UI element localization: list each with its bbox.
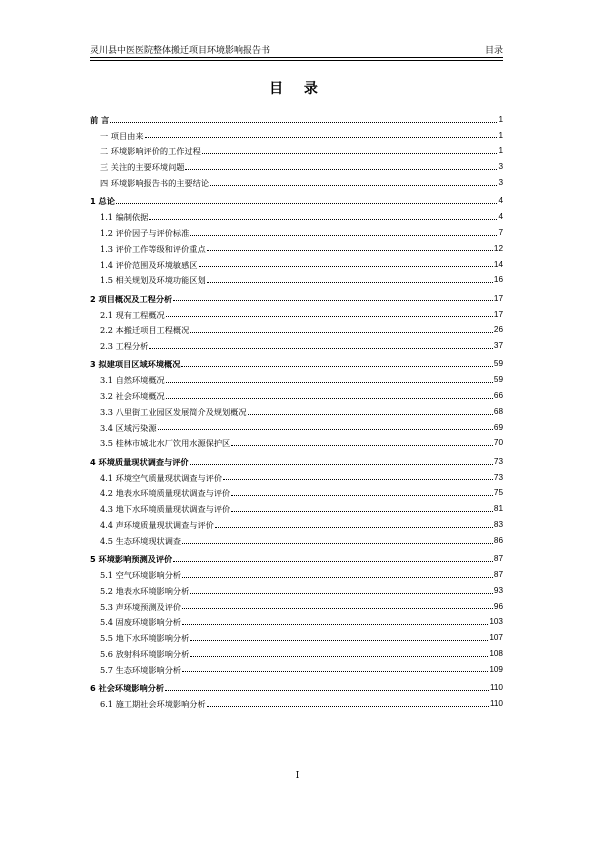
toc-section-entry[interactable] — [90, 579, 503, 595]
toc-dot-leader — [116, 203, 498, 204]
toc-chapter-entry[interactable] — [90, 548, 503, 563]
toc-dot-leader — [110, 122, 497, 123]
toc-entry-page: 3 — [498, 162, 503, 172]
toc-section-entry[interactable] — [90, 269, 503, 285]
toc-section-entry[interactable] — [90, 513, 503, 529]
toc-entry-title: 6.1 施工期社会环境影响分析 — [100, 698, 206, 709]
toc-section-entry[interactable] — [90, 206, 503, 222]
header-rule — [90, 57, 503, 58]
toc-entry-title: 前 言 — [90, 114, 110, 125]
toc-entry-title: 5.4 固废环境影响分析 — [100, 617, 182, 628]
toc-dot-leader — [166, 382, 493, 383]
header-section-label: 目录 — [484, 46, 503, 56]
toc-section-entry[interactable] — [90, 400, 503, 416]
toc-entry-page: 75 — [493, 488, 503, 498]
toc-section-entry[interactable] — [90, 611, 503, 627]
toc-dot-leader — [182, 624, 488, 625]
table-of-contents — [90, 110, 503, 708]
toc-dot-leader — [231, 511, 493, 512]
toc-section-entry[interactable] — [90, 658, 503, 674]
toc-section-entry[interactable] — [90, 482, 503, 498]
toc-entry-title: 4.2 地表水环境质量现状调查与评价 — [100, 488, 231, 499]
toc-entry-page: 16 — [493, 275, 503, 285]
toc-entry-title: 5 环境影响预测及评价 — [90, 554, 173, 565]
toc-section-entry[interactable] — [90, 627, 503, 643]
toc-entry-title: 5.6 放射科环境影响分析 — [100, 648, 190, 659]
toc-entry-title: 5.5 地下水环境影响分析 — [100, 633, 190, 644]
toc-entry-page: 87 — [493, 570, 503, 579]
toc-dot-leader — [181, 366, 492, 367]
page-number: I — [295, 771, 300, 781]
toc-entry-page: 73 — [493, 472, 503, 482]
toc-section-entry[interactable] — [90, 384, 503, 400]
header-rule-thin — [90, 60, 503, 61]
toc-section-entry[interactable] — [90, 529, 503, 545]
toc-entry-page: 3 — [498, 177, 503, 187]
toc-section-entry[interactable] — [90, 432, 503, 448]
toc-section-entry[interactable] — [90, 221, 503, 237]
toc-chapter-entry[interactable] — [90, 677, 503, 692]
toc-entry-page: 4 — [498, 212, 503, 222]
toc-dot-leader — [248, 414, 493, 415]
toc-entry-page: 37 — [493, 341, 503, 351]
toc-chapter-entry[interactable] — [90, 451, 503, 466]
toc-entry-title: 5.1 空气环境影响分析 — [100, 570, 182, 580]
toc-entry-page: 108 — [489, 648, 503, 658]
toc-entry-page: 86 — [493, 535, 503, 545]
toc-entry-title: 1.1 编制依据 — [100, 212, 149, 223]
toc-entry-title: 2.1 现有工程概况 — [100, 309, 165, 320]
toc-chapter-entry[interactable] — [90, 354, 503, 369]
toc-entry-title: 2.2 本搬迁项目工程概况 — [100, 325, 190, 336]
toc-entry-title: 6 社会环境影响分析 — [90, 683, 165, 694]
toc-entry-title: 4.3 地下水环境质量现状调查与评价 — [100, 504, 231, 515]
toc-dot-leader — [207, 706, 489, 707]
toc-section-entry[interactable] — [90, 563, 503, 579]
toc-entry-page: 103 — [489, 617, 503, 627]
toc-dot-leader — [199, 266, 493, 267]
toc-entry-title: 三 关注的主要环境问题 — [100, 162, 185, 173]
toc-dot-leader — [207, 282, 493, 283]
toc-section-entry[interactable] — [90, 237, 503, 253]
toc-section-entry[interactable] — [90, 171, 503, 187]
toc-dot-leader — [190, 640, 488, 641]
toc-section-entry[interactable] — [90, 124, 503, 140]
toc-dot-leader — [182, 543, 493, 544]
toc-dot-leader — [202, 153, 498, 154]
toc-entry-page: 73 — [493, 456, 503, 466]
toc-entry-title: 5.3 声环境预测及评价 — [100, 601, 182, 612]
toc-entry-page: 96 — [493, 601, 503, 611]
toc-entry-title: 2 项目概况及工程分析 — [90, 293, 173, 304]
toc-entry-page: 1 — [498, 130, 503, 140]
toc-entry-title: 4.4 声环境质量现状调查与评价 — [100, 520, 214, 531]
toc-entry-title: 4.1 环境空气质量现状调查与评价 — [100, 472, 223, 483]
toc-entry-page: 93 — [493, 585, 503, 595]
toc-entry-page: 68 — [493, 406, 503, 416]
toc-dot-leader — [190, 656, 488, 657]
toc-section-entry[interactable] — [90, 416, 503, 432]
toc-entry-page: 59 — [493, 375, 503, 385]
toc-entry-title: 1.2 评价因子与评价标准 — [100, 227, 190, 238]
toc-section-entry[interactable] — [90, 595, 503, 611]
toc-dot-leader — [210, 185, 497, 186]
page-header — [90, 42, 503, 56]
toc-entry-page: 17 — [493, 309, 503, 319]
toc-entry-page: 7 — [498, 227, 503, 237]
toc-dot-leader — [165, 690, 489, 691]
toc-chapter-entry[interactable] — [90, 190, 503, 205]
toc-entry-page: 26 — [493, 325, 503, 335]
toc-entry-page: 1 — [498, 114, 503, 124]
toc-entry-page: 66 — [493, 391, 503, 401]
toc-entry-title: 一 项目由来 — [100, 130, 144, 141]
toc-entry-page: 12 — [493, 243, 503, 253]
toc-dot-leader — [182, 671, 488, 672]
toc-dot-leader — [145, 137, 498, 138]
toc-dot-leader — [190, 235, 497, 236]
toc-entry-title: 3.2 社会环境概况 — [100, 391, 165, 402]
toc-chapter-entry[interactable] — [90, 110, 503, 124]
toc-dot-leader — [149, 219, 497, 220]
toc-section-entry[interactable] — [90, 692, 503, 708]
toc-entry-page: 110 — [489, 683, 503, 693]
toc-entry-page: 4 — [498, 196, 503, 206]
toc-entry-page: 83 — [493, 520, 503, 530]
toc-entry-title: 4 环境质量现状调查与评价 — [90, 456, 189, 467]
toc-dot-leader — [182, 608, 493, 609]
toc-entry-page: 110 — [489, 698, 503, 708]
toc-entry-title: 四 环境影响报告书的主要结论 — [100, 177, 210, 188]
toc-entry-page: 1 — [498, 146, 503, 156]
toc-dot-leader — [190, 464, 493, 465]
toc-entry-title: 2.3 工程分析 — [100, 341, 149, 352]
toc-section-entry[interactable] — [90, 335, 503, 351]
toc-dot-leader — [215, 527, 493, 528]
toc-title: 目 录 — [269, 81, 326, 97]
toc-entry-page: 69 — [493, 422, 503, 432]
toc-dot-leader — [231, 445, 493, 446]
toc-entry-title: 3.5 桂林市城北水厂饮用水源保护区 — [100, 438, 231, 449]
toc-entry-title: 1.3 评价工作等级和评价重点 — [100, 243, 206, 254]
toc-section-entry[interactable] — [90, 466, 503, 482]
toc-dot-leader — [223, 479, 493, 480]
toc-entry-title: 4.5 生态环境现状调查 — [100, 535, 182, 546]
toc-dot-leader — [173, 300, 493, 301]
toc-entry-page: 107 — [489, 633, 503, 643]
toc-entry-title: 二 环境影响评价的工作过程 — [100, 146, 201, 157]
toc-dot-leader — [166, 398, 493, 399]
toc-section-entry[interactable] — [90, 140, 503, 156]
toc-dot-leader — [231, 495, 493, 496]
toc-section-entry[interactable] — [90, 498, 503, 514]
toc-entry-title: 5.2 地表水环境影响分析 — [100, 585, 190, 596]
toc-dot-leader — [173, 561, 493, 562]
toc-entry-page: 81 — [493, 504, 503, 514]
toc-entry-title: 3 拟建项目区域环境概况 — [90, 359, 181, 370]
toc-section-entry[interactable] — [90, 253, 503, 269]
toc-dot-leader — [190, 593, 493, 594]
toc-entry-title: 1 总论 — [90, 196, 115, 207]
toc-entry-title: 5.7 生态环境影响分析 — [100, 664, 182, 675]
toc-chapter-entry[interactable] — [90, 288, 503, 303]
toc-entry-title: 1.5 相关规划及环境功能区划 — [100, 275, 206, 286]
toc-dot-leader — [182, 577, 493, 578]
toc-section-entry[interactable] — [90, 642, 503, 658]
toc-section-entry[interactable] — [90, 156, 503, 172]
toc-dot-leader — [166, 316, 493, 317]
toc-section-entry[interactable] — [90, 303, 503, 319]
toc-dot-leader — [190, 332, 493, 333]
toc-entry-title: 3.3 八里街工业园区发展简介及规划概况 — [100, 406, 247, 417]
toc-dot-leader — [149, 348, 493, 349]
toc-entry-page: 14 — [493, 259, 503, 269]
header-document-title: 灵川县中医医院整体搬迁项目环境影响报告书 — [90, 46, 271, 56]
toc-dot-leader — [185, 169, 497, 170]
toc-entry-page: 59 — [493, 359, 503, 369]
toc-entry-title: 1.4 评价范围及环境敏感区 — [100, 259, 198, 270]
toc-entry-page: 87 — [493, 554, 503, 564]
toc-dot-leader — [158, 429, 493, 430]
toc-entry-page: 70 — [493, 438, 503, 448]
toc-entry-page: 109 — [489, 664, 503, 674]
toc-entry-title: 3.4 区域污染源 — [100, 422, 157, 433]
toc-entry-page: 17 — [493, 293, 503, 303]
toc-section-entry[interactable] — [90, 319, 503, 335]
toc-dot-leader — [207, 250, 493, 251]
toc-section-entry[interactable] — [90, 369, 503, 385]
toc-entry-title: 3.1 自然环境概况 — [100, 375, 165, 386]
